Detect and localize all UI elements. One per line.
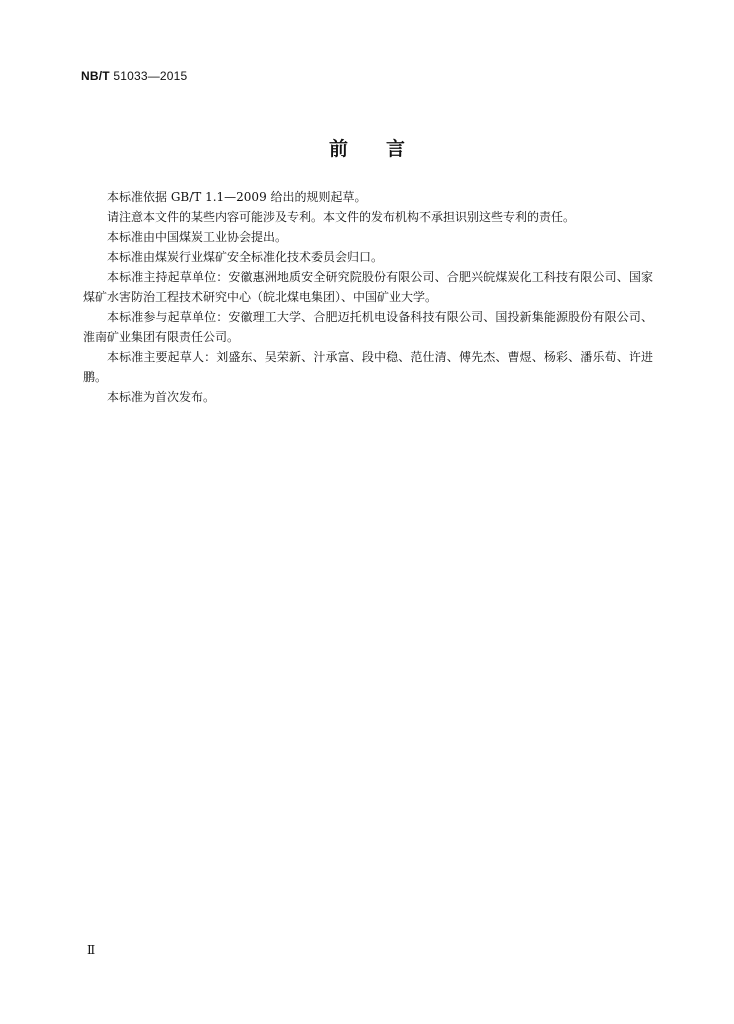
page-number: Ⅱ <box>87 943 96 957</box>
paragraph-committee: 本标准由煤炭行业煤矿安全标准化技术委员会归口。 <box>107 250 384 264</box>
standard-number: 51033—2015 <box>113 69 188 83</box>
paragraph-patent-notice: 请注意本文件的某些内容可能涉及专利。本文件的发布机构不承担识别这些专利的责任。 <box>107 210 576 224</box>
page-title: 前言 <box>328 138 443 160</box>
standard-code <box>81 69 187 83</box>
paragraph-main-drafters-units: 本标准主持起草单位：安徽惠洲地质安全研究院股份有限公司、合肥兴皖煤炭化工科技有限公司、国家煤矿水害防治工程技术研究中心（皖北煤电集团）、中国矿业大学。 <box>83 270 653 304</box>
paragraph-main-drafters: 本标准主要起草人：刘盛东、吴荣新、汁承富、段中稳、范仕清、傅先杰、曹煜、杨彩、潘乐荀、许进鹏。 <box>83 350 653 384</box>
paragraph-first-release: 本标准为首次发布。 <box>107 390 216 404</box>
foreword-body <box>83 187 653 407</box>
paragraph-participating-units: 本标准参与起草单位：安徽理工大学、合肥迈托机电设备科技有限公司、国投新集能源股份有限公司、淮南矿业集团有限责任公司。 <box>83 310 653 344</box>
paragraph-proposer: 本标准由中国煤炭工业协会提出。 <box>107 230 288 244</box>
paragraph-drafting-rules: 本标准依据 GB/T 1.1—2009 给出的规则起草。 <box>107 190 367 204</box>
standard-prefix: NB/T <box>81 69 110 83</box>
